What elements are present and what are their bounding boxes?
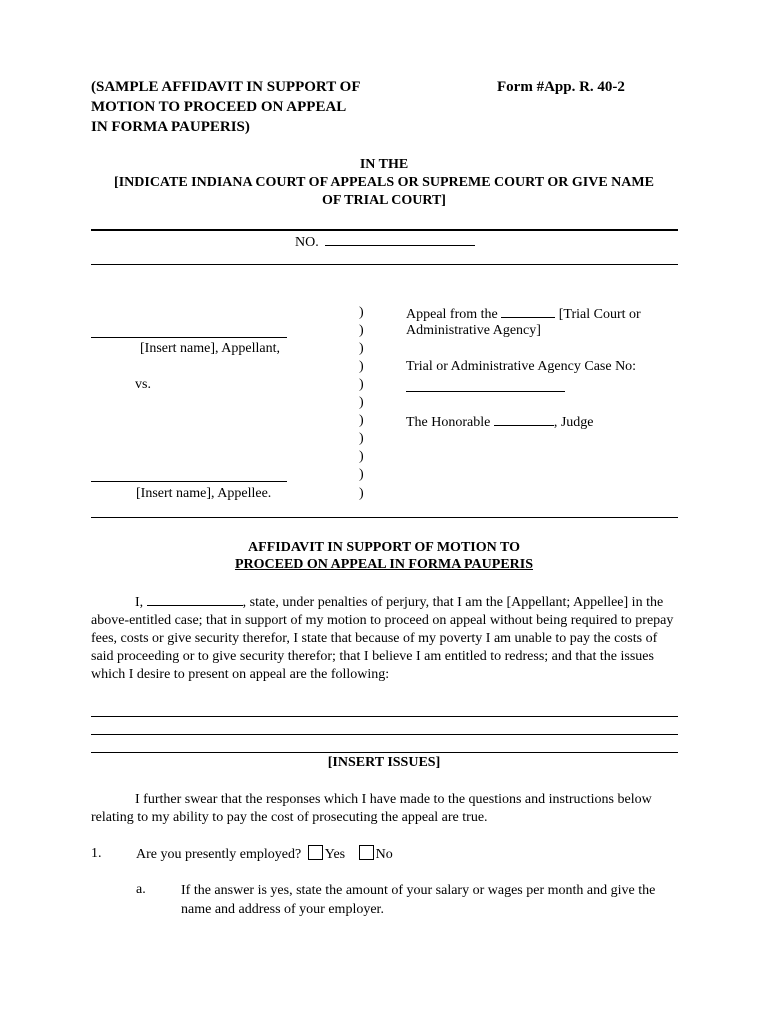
question-1-text: Are you presently employed? [136, 847, 302, 862]
caption-paren: ) [359, 305, 364, 320]
yes-checkbox[interactable] [308, 845, 323, 860]
question-1a-letter: a. [136, 882, 146, 897]
appeal-from-agency: Administrative Agency] [406, 323, 541, 338]
caption-paren: ) [359, 486, 364, 501]
in-the-label: IN THE [359, 157, 409, 172]
caption-paren: ) [359, 323, 364, 338]
case-number-blank[interactable] [325, 232, 475, 246]
form-number: Form #App. R. 40-2 [497, 79, 625, 95]
top-divider [91, 229, 678, 231]
question-1a-text: If the answer is yes, state the amount of your salary or wages per month and give the name and address of your employer. [181, 883, 656, 917]
caption-paren: ) [359, 341, 364, 356]
appellant-label: [Insert name], Appellant, [140, 341, 280, 356]
caption-paren: ) [359, 449, 364, 464]
case-number-label: NO. [295, 235, 319, 250]
appellee-label: [Insert name], Appellee. [136, 486, 272, 501]
court-name-line-1: [INDICATE INDIANA COURT OF APPEALS OR SUPREME COURT OR GIVE NAME [114, 175, 654, 190]
appeal-from-blank[interactable] [501, 304, 555, 318]
issues-line[interactable] [91, 752, 678, 753]
judge-name-blank[interactable] [494, 412, 554, 426]
appellant-name-line[interactable] [91, 337, 287, 338]
issues-line[interactable] [91, 734, 678, 735]
caption-bottom-divider [91, 517, 678, 518]
no-checkbox[interactable] [359, 845, 374, 860]
appellee-name-line[interactable] [91, 481, 287, 482]
affidavit-paragraph-1-text: , state, under penalties of perjury, that I am the [Appellant; Appellee] in the above-entitled case; that in support of my motion to proceed on appeal without being required to prepay fees, costs or give security therefor, I state that because of my poverty I am unable to pay the costs of said proceeding or to give security therefor; that I believe I am entitled to redress; and that the issues which I desire to present on appeal are the following: [91, 595, 674, 682]
title-line-1: SAMPLE AFFIDAVIT IN SUPPORT OF [96, 79, 361, 95]
appeal-from-line [406, 304, 641, 324]
title-open-paren: ( [91, 79, 96, 95]
title-close-paren: ) [244, 119, 250, 135]
caption-paren: ) [359, 377, 364, 392]
yes-label: Yes [324, 847, 346, 862]
affidavit-title-line-2-wrap [0, 556, 768, 574]
title-line-2: MOTION TO PROCEED ON APPEAL [91, 99, 347, 115]
caption-paren: ) [359, 413, 364, 428]
caption-paren: ) [359, 395, 364, 410]
affidavit-paragraph-1 [91, 592, 680, 684]
affidavit-title-line-2: PROCEED ON APPEAL IN FORMA PAUPERIS [234, 557, 534, 572]
no-label: No [375, 847, 393, 862]
appeal-from-trial-court: [Trial Court or [558, 307, 641, 322]
affiant-intro: I, [135, 595, 144, 610]
caption-paren: ) [359, 467, 364, 482]
question-1-number: 1. [91, 846, 102, 861]
divider-below-case-number [91, 264, 678, 265]
affiant-name-blank[interactable] [147, 592, 243, 606]
honorable-line [406, 412, 594, 432]
issues-line[interactable] [91, 716, 678, 717]
judge-suffix: , Judge [553, 415, 594, 430]
affidavit-title-line-1: AFFIDAVIT IN SUPPORT OF MOTION TO [248, 540, 520, 555]
case-no-blank[interactable] [406, 391, 565, 392]
insert-issues-label: [INSERT ISSUES] [327, 755, 441, 770]
court-name-line-2: OF TRIAL COURT] [322, 193, 446, 208]
case-no-label: Trial or Administrative Agency Case No: [406, 359, 637, 374]
caption-paren: ) [359, 431, 364, 446]
question-1 [136, 845, 393, 864]
appeal-from-label: Appeal from the [406, 307, 498, 322]
versus-label: vs. [135, 377, 151, 392]
caption-paren: ) [359, 359, 364, 374]
title-line-3: IN FORMA PAUPERIS [91, 119, 245, 135]
honorable-label: The Honorable [406, 415, 491, 430]
case-number-field [295, 232, 475, 252]
document-title [91, 77, 361, 137]
affidavit-paragraph-2: I further swear that the responses which I have made to the questions and instructions below relating to my ability to pay the cost of prosecuting the appeal are true. [91, 792, 652, 825]
